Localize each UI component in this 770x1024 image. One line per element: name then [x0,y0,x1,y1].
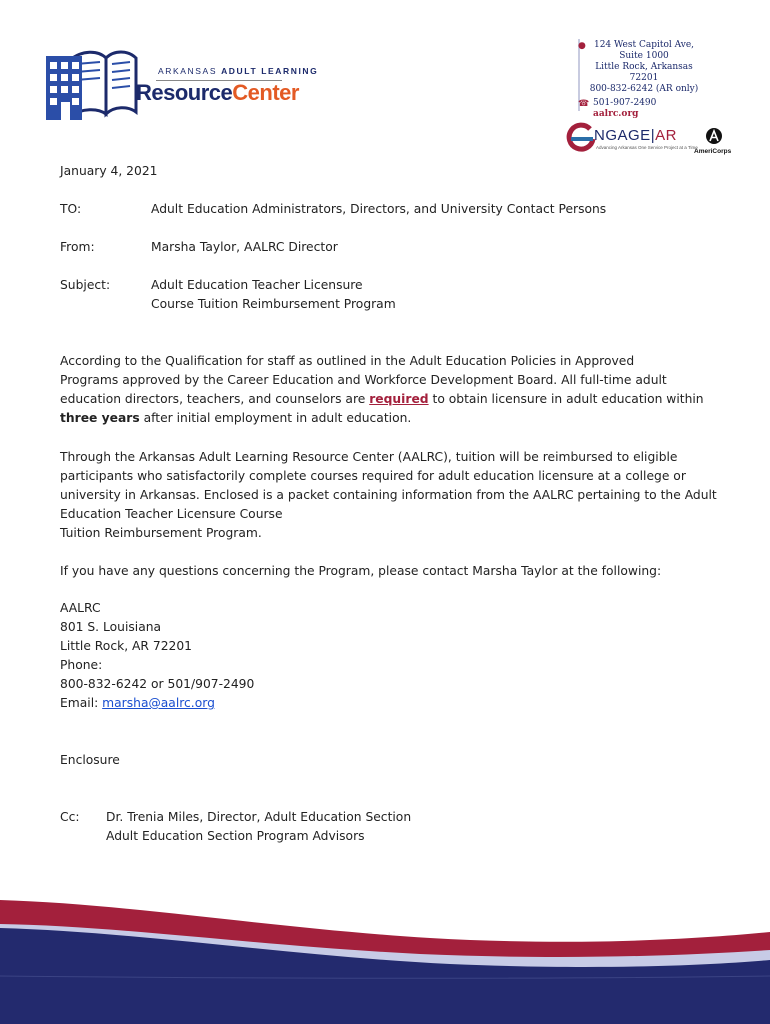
phone-row [578,98,699,109]
paragraph-line: Tuition Reimbursement Program. [60,526,262,540]
address-row [578,40,699,95]
cc-recipient: Adult Education Section Program Advisors [106,829,365,843]
book-building-logo-icon [40,42,140,126]
phone-icon: ☎ [578,99,590,109]
enclosure-note: Enclosure [60,753,120,767]
website-link[interactable]: aalrc.org [593,109,639,119]
paragraph-questions: If you have any questions concerning the Program, please contact Marsha Taylor at the following: [60,564,662,578]
contact-street: 801 S. Louisiana [60,620,162,634]
paragraph-line: According to the Qualification for staff as outlined in the Adult Education Policies in Approved [60,354,635,368]
to-label: TO: [60,202,82,216]
footer-wave-decoration [0,880,770,1024]
required-emphasis: required [369,392,429,406]
logo-subtitle: ARKANSAS ADULT LEARNING [158,66,319,76]
from-label: From: [60,240,95,254]
contact-email-row: Email: marsha@aalrc.org [60,696,215,710]
subject-value [151,276,396,314]
engage-e-logo-icon [566,122,596,154]
address-line2: Suite 1000 [619,51,669,61]
engage-ar-logo: NGAGE|AR [594,127,677,144]
cc-recipient: Dr. Trenia Miles, Director, Adult Education Section [106,810,412,824]
paragraph-line: Through the Arkansas Adult Learning Resource Center (AALRC), tuition will be reimbursed to eligible [60,450,678,464]
paragraph-line: education directors, teachers, and counselors are required to obtain licensure in adult education within [60,392,704,406]
paragraph-line: three years after initial employment in adult education. [60,411,412,425]
phone-local: 501-907-2490 [593,98,657,108]
paragraph-qualification [60,352,720,428]
address-line1: 124 West Capitol Ave, [593,40,695,50]
subject-label: Subject: [60,278,111,292]
cc-list [106,808,411,846]
paragraph-line: Education Teacher Licensure Course [60,507,283,521]
engage-tagline: Advancing Arkansas One Service Project at a Time [596,145,698,150]
address-line3: Little Rock, Arkansas 72201 [595,62,693,83]
paragraph-line: university in Arkansas. Enclosed is a packet containing information from the AALRC pertaining to the Adult [60,488,717,502]
paragraph-line: Programs approved by the Career Education and Workforce Development Board. All full-time adult [60,373,667,387]
subject-line2: Course Tuition Reimbursement Program [151,297,396,311]
contact-block [578,40,699,120]
contact-address-block [60,599,720,713]
paragraph-reimbursement [60,448,720,543]
contact-city: Little Rock, AR 72201 [60,639,192,653]
americorps-logo-icon [705,127,723,147]
logo-title: ResourceCenter [136,80,299,105]
from-value: Marsha Taylor, AALRC Director [151,240,338,254]
contact-phones: 800-832-6242 or 501/907-2490 [60,677,255,691]
contact-phone-label: Phone: [60,658,103,672]
paragraph-line: participants who satisfactorily complete courses required for adult education licensure at a college or [60,469,686,483]
email-link[interactable]: marsha@aalrc.org [102,696,215,710]
memo-date: January 4, 2021 [60,164,158,178]
contact-org: AALRC [60,601,101,615]
cc-label: Cc: [60,810,80,824]
subject-line1: Adult Education Teacher Licensure [151,278,363,292]
location-pin-icon: ● [578,41,586,51]
three-years-emphasis: three years [60,411,140,425]
to-value: Adult Education Administrators, Directors, and University Contact Persons [151,202,607,216]
phone-toll-free: 800-832-6242 (AR only) [589,84,699,94]
americorps-wordmark: AmeriCorps [694,148,732,155]
